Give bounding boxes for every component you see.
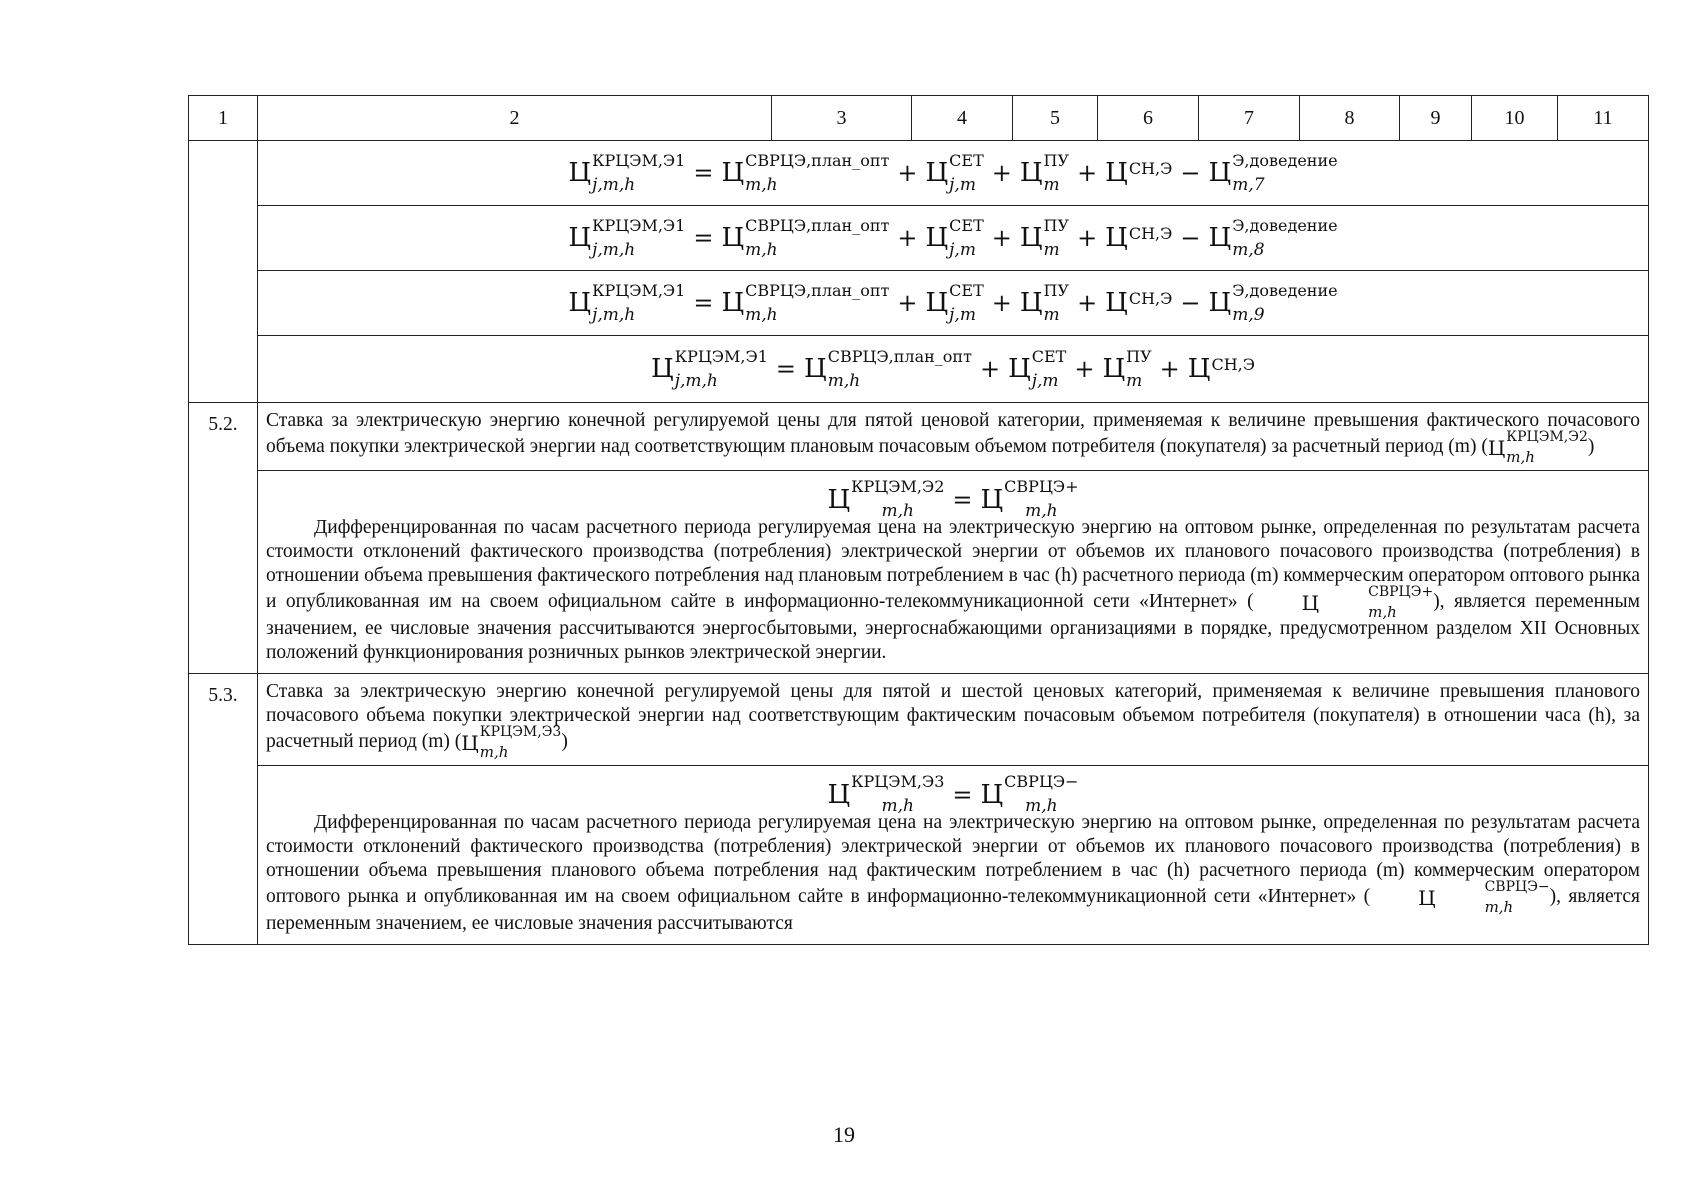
page-number: 19: [833, 1122, 855, 1147]
formula-cell: [258, 271, 1649, 336]
section-title-cell: [258, 403, 1649, 471]
section-5-3-description: Дифференцированная по часам расчетного периода регулируемая цена на электрическую энергию на оптовом рынке, определенная по результатам расчета стоимости отклонений фактического производства (потребления) электрической энергии от объемов их планового почасового производства (потребления) в отношении объема превышения планового объема потребления над фактическим потреблением в час (h) расчетного периода (m) коммерческим оператором оптового рынка и опубликованная им на своем официальном сайте в информационно-телекоммуникационной сети «Интернет» ( Ц СВРЦЭ− m,h ), является переменным значением, ее числовые значения рассчитываются: [266, 812, 1640, 934]
header-cell: 10: [1472, 96, 1558, 141]
formula-cell: [258, 141, 1649, 206]
header-cell: 7: [1199, 96, 1300, 141]
section-5-3-body-row: [189, 766, 1649, 945]
tariff-table: [188, 95, 1649, 945]
formula-e2: Ц КРЦЭМ,Э2 m,h = Ц СВРЦЭ+ m,h: [827, 477, 1079, 521]
section-number: 5.3.: [189, 674, 258, 945]
header-cell: 8: [1300, 96, 1400, 141]
section-5-2-body-row: [189, 471, 1649, 674]
header-cell: 3: [772, 96, 912, 141]
formula-cell: [258, 336, 1649, 403]
formula-cell: [258, 206, 1649, 271]
header-cell: 9: [1400, 96, 1472, 141]
formula-general: Ц КРЦЭМ,Э1 j,m,h = Ц СВРЦЭ,план_опт m,h + Ц СЕТ j,m + Ц ПУ m + Ц СН,Э: [651, 346, 1255, 391]
section-5-2-title: Ставка за электрическую энергию конечной регулируемой цены для пятой ценовой категории, применяемая к величине превышения фактического почасового объема покупки электрической энергии над соответствующим плановым почасовым объемом потребителя (покупателя) за расчетный период (m) ( Ц КРЦЭМ,Э2 m,h ): [266, 410, 1640, 466]
formula-hour-9: Ц КРЦЭМ,Э1 j,m,h = Ц СВРЦЭ,план_опт m,h + Ц СЕТ j,m + Ц ПУ m + Ц СН,Э − Ц Э,доведение m,9: [568, 280, 1338, 325]
section-5-3-title: Ставка за электрическую энергию конечной регулируемой цены для пятой и шестой ценовых категорий, применяемая к величине превышения планового почасового объема покупки электрической энергии над соответствующим фактическим почасовым объемом потребителя (покупателя) в отношении часа (h), за расчетный период (m) ( Ц КРЦЭМ,Э3 m,h ): [266, 681, 1640, 761]
section-5-2-title-row: [189, 403, 1649, 471]
header-cell: 11: [1558, 96, 1649, 141]
header-cell: 5: [1013, 96, 1098, 141]
section-body-cell: [258, 766, 1649, 945]
formula-row-8: [189, 206, 1649, 271]
formula-e3: Ц КРЦЭМ,Э3 m,h = Ц СВРЦЭ− m,h: [827, 772, 1079, 816]
formula-row-9: [189, 271, 1649, 336]
formula-hour-7: Ц КРЦЭМ,Э1 j,m,h = Ц СВРЦЭ,план_опт m,h + Ц СЕТ j,m + Ц ПУ m + Ц СН,Э − Ц Э,доведение m,7: [568, 150, 1338, 195]
header-cell: 1: [189, 96, 258, 141]
formula-row-7: [189, 141, 1649, 206]
section-title-cell: [258, 674, 1649, 766]
formula-row-final: [189, 336, 1649, 403]
formula-hour-8: Ц КРЦЭМ,Э1 j,m,h = Ц СВРЦЭ,план_опт m,h + Ц СЕТ j,m + Ц ПУ m + Ц СН,Э − Ц Э,доведение m,8: [568, 215, 1338, 260]
section-5-2-description: Дифференцированная по часам расчетного периода регулируемая цена на электрическую энергию на оптовом рынке, определенная по результатам расчета стоимости отклонений фактического производства (потребления) электрической энергии от объемов их планового почасового производства (потребления) в отношении объема превышения фактического потребления над плановым потреблением в час (h) расчетного периода (m) коммерческим оператором оптового рынка и опубликованная им на своем официальном сайте в информационно-телекоммуникационной сети «Интернет» ( Ц СВРЦЭ+ m,h ), является переменным значением, ее числовые значения рассчитываются энергосбытовыми, энергоснабжающими организациями в порядке, предусмотренном разделом XII Основных положений функционирования розничных рынков электрической энергии.: [266, 517, 1640, 663]
empty-num-cell: [189, 141, 258, 403]
header-cell: 4: [912, 96, 1013, 141]
section-body-cell: [258, 471, 1649, 674]
section-5-3-title-row: [189, 674, 1649, 766]
section-number: 5.2.: [189, 403, 258, 674]
header-cell: 2: [258, 96, 772, 141]
header-cell: 6: [1098, 96, 1199, 141]
header-row: [189, 96, 1649, 141]
